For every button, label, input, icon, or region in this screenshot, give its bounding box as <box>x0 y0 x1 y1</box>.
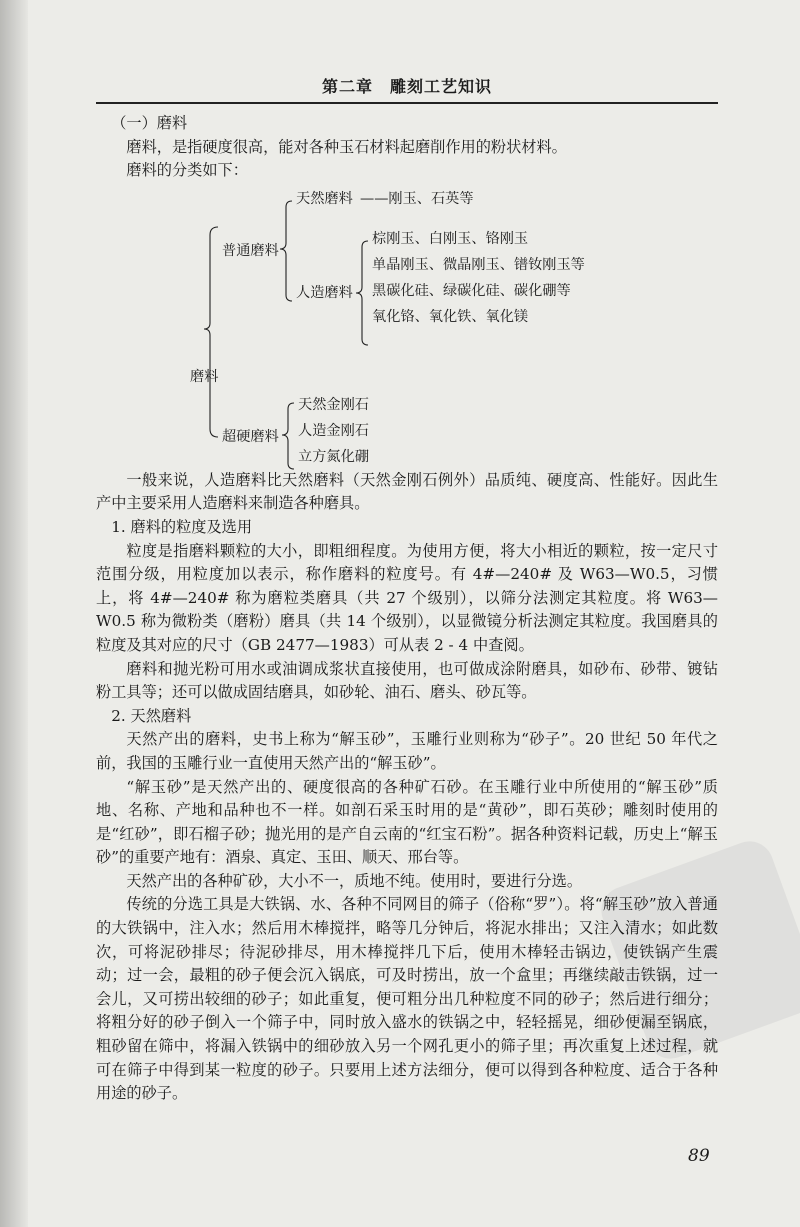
common-brace <box>280 201 292 301</box>
paragraph: 粒度是指磨料颗粒的大小，即粗细程度。为使用方便，将大小相近的颗粒，按一定尺寸范围分级，用粒度加以表示，称作磨料的粒度号。有 4#—240# 及 W63—W0.5，习惯上，将 4#—240# 称为磨粒类磨具（共 27 个级别），以筛分法测定其粒度。将 W63—W0.5 称为微粉类（磨粉）磨具（共 14 个级别），以显微镜分析法测定其粒度。我国磨具的粒度及其对应的尺寸（GB 2477—1983）可从表 2 - 4 中查阅。 <box>96 541 718 654</box>
tree-node-synthetic: 人造磨料 <box>296 284 353 301</box>
subsection-heading: 1. 磨料的粒度及选用 <box>111 517 253 536</box>
paragraph: “解玉砂”是天然产出的、硬度很高的各种矿石砂。在玉雕行业中所使用的“解玉砂”质地、名称、产地和品种也不一样。如剖石采玉时用的是“黄砂”，即石英砂；雕刻时使用的是“红砂”，即石榴子砂；抛光用的是产自云南的“红宝石粉”。据各种资料记载，历史上“解玉砂”的重要产地有：酒泉、真定、玉田、顺天、邢台等。 <box>96 777 718 867</box>
tree-leaf: 棕刚玉、白刚玉、铬刚玉 <box>372 230 529 247</box>
classification-tree <box>96 183 718 475</box>
paragraph: 天然产出的各种矿砂，大小不一，质地不纯。使用时，要进行分选。 <box>126 871 583 890</box>
paragraph: 磨料和抛光粉可用水或油调成浆状直接使用，也可做成涂附磨具，如砂布、砂带、镀钻粉工具等；还可以做成固结磨具，如砂轮、油石、磨头、砂瓦等。 <box>96 659 718 702</box>
tree-leaf: 立方氮化硼 <box>298 448 369 465</box>
paragraph: 传统的分选工具是大铁锅、水、各种不同网目的筛子（俗称“罗”）。将“解玉砂”放入普通的大铁锅中，注入水；然后用木棒搅拌，略等几分钟后，将泥水排出；又注入清水；如此数次，可将泥砂排尽；待泥砂排尽，用木棒搅拌几下后，使用木棒轻击锅边，使铁锅产生震动；过一会，最粗的砂子便会沉入锅底，可及时捞出，放一个盒里；再继续敲击铁锅，过一会儿，又可捞出较细的砂子；如此重复，便可粗分出几种粒度不同的砂子；然后进行细分；将粗分好的砂子倒入一个筛子中，同时放入盛水的铁锅之中，轻轻摇晃，细砂便漏至锅底，粗砂留在筛中，将漏入铁锅中的细砂放入另一个网孔更小的筛子里；再次重复上述过程，就可在筛子中得到某一粒度的砂子。只要用上述方法细分，便可以得到各种粒度、适合于各种用途的砂子。 <box>96 895 718 1103</box>
tree-leaf: 黑碳化硅、绿碳化硅、碳化硼等 <box>372 282 571 299</box>
superhard-brace <box>282 403 294 469</box>
paragraph: 一般来说，人造磨料比天然磨料（天然金刚石例外）品质纯、硬度高、性能好。因此生产中主要采用人造磨料来制造各种磨具。 <box>96 470 718 513</box>
paragraph: 天然产出的磨料，史书上称为“解玉砂”，玉雕行业则称为“砂子”。20 世纪 50 年代之前，我国的玉雕行业一直使用天然产出的“解玉砂”。 <box>96 730 718 772</box>
tree-leaf: 单晶刚玉、微晶刚玉、镨钕刚玉等 <box>372 256 585 273</box>
tree-node-natural: 天然磨料 <box>296 190 353 207</box>
page-number: 89 <box>688 1146 710 1166</box>
page-body <box>96 112 718 1106</box>
section-heading: （一）磨料 <box>111 114 188 132</box>
tree-node-superhard: 超硬磨料 <box>222 428 279 445</box>
synthetic-brace <box>356 241 368 345</box>
tree-leaf: 人造金刚石 <box>298 422 369 439</box>
tree-leaf: 氧化铬、氧化铁、氧化镁 <box>372 308 529 325</box>
tree-root: 磨料 <box>190 368 219 385</box>
running-header: 第二章 雕刻工艺知识 <box>96 70 718 104</box>
tree-node-common: 普通磨料 <box>222 242 279 259</box>
tree-node-natural-items: ——刚玉、石英等 <box>360 190 474 207</box>
root-brace <box>204 227 218 437</box>
tree-braces <box>96 183 718 475</box>
classification-intro: 磨料的分类如下： <box>126 161 248 180</box>
tree-leaf: 天然金刚石 <box>298 396 369 413</box>
definition-paragraph: 磨料，是指硬度很高，能对各种玉石材料起磨削作用的粉状材料。 <box>126 137 567 156</box>
binding-shadow <box>0 0 28 1227</box>
subsection-heading: 2. 天然磨料 <box>111 706 192 725</box>
